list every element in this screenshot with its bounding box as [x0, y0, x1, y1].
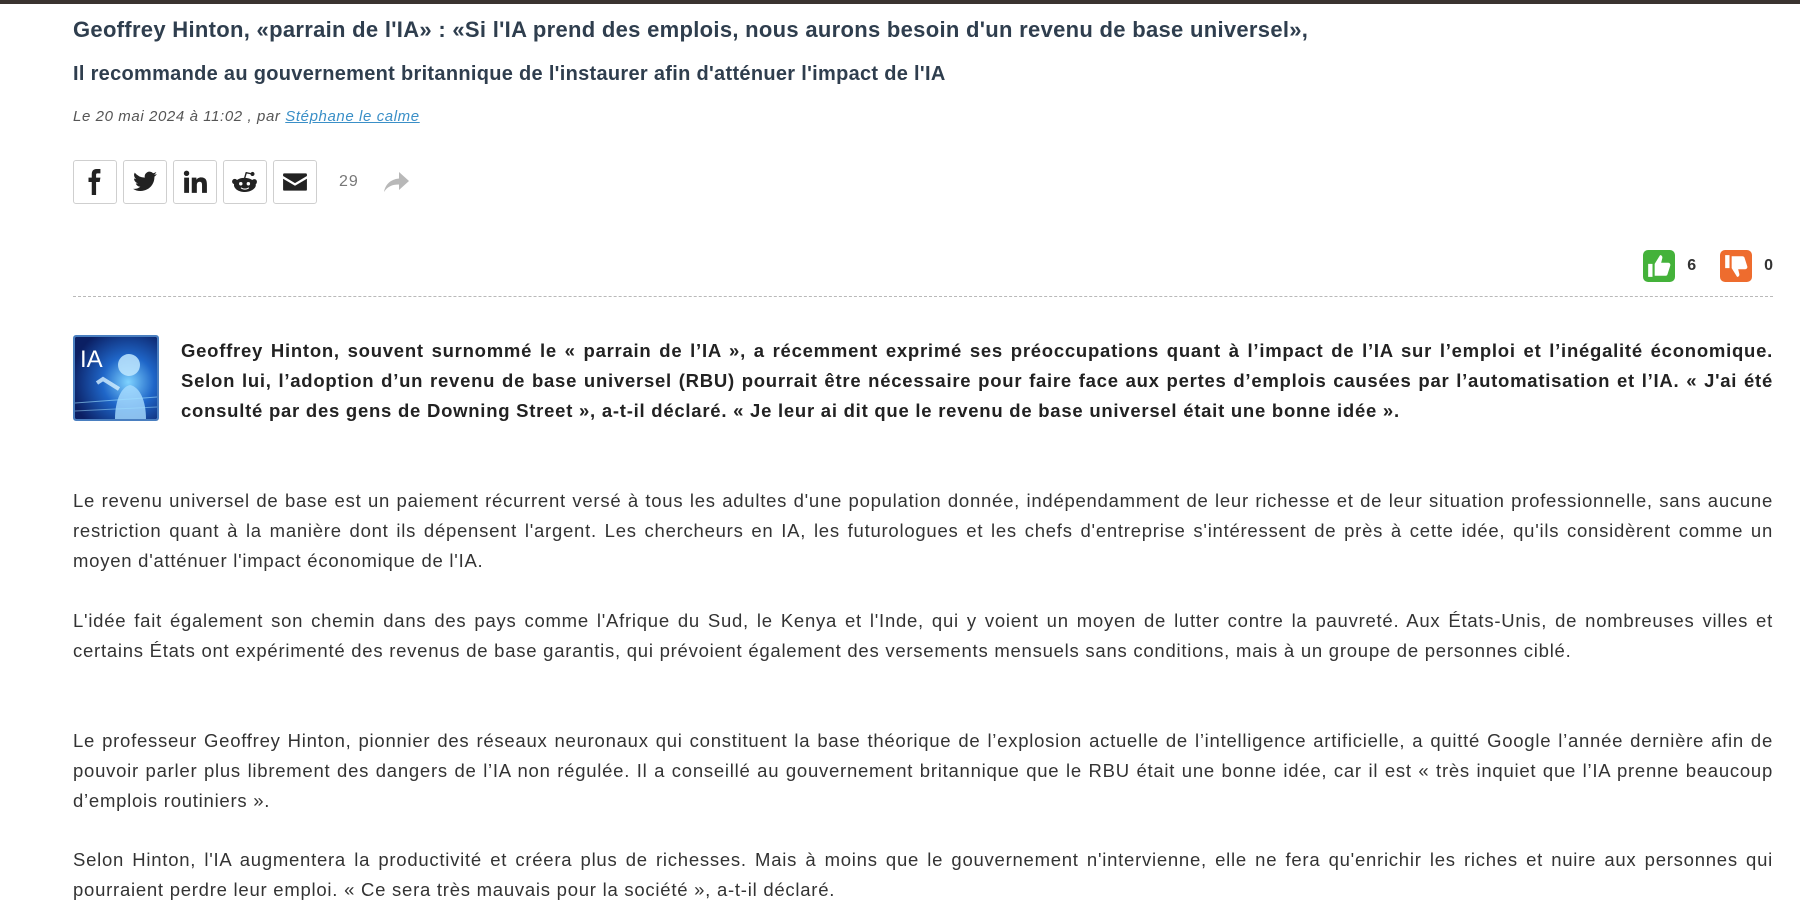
reddit-icon [232, 169, 258, 195]
article-paragraph: Le revenu universel de base est un paiement récurrent versé à tous les adultes d'une population donnée, indépendamment de leur richesse et de leur situation professionnelle, sans aucune restriction quant à la manière dont ils dépensent l'argent. Les chercheurs en IA, les futurologues et les chefs d'entreprise s'intéressent de près à cette idée, qu'ils considèrent comme un moyen d'atténuer l'impact économique de l'IA. [73, 490, 1773, 571]
article-meta [73, 108, 420, 125]
linkedin-icon [182, 169, 208, 195]
thumbs-up-icon [1646, 253, 1672, 279]
downvote-button[interactable] [1720, 250, 1752, 282]
upvote-button[interactable] [1643, 250, 1675, 282]
avatar-label: IA [80, 346, 103, 373]
downvote-count: 0 [1764, 257, 1773, 274]
ia-avatar-image [73, 335, 159, 421]
share-bar [73, 160, 411, 204]
article-lead: Geoffrey Hinton, souvent surnommé le « parrain de l’IA », a récemment exprimé ses préoccupations quant à l’impact de l’IA sur l’emploi et l’inégalité économique. Selon lui, l’adoption d’un revenu de base universel (RBU) pourrait être nécessaire pour faire face aux pertes d’emplois causées par l’automatisation et l’IA. « J'ai été consulté par des gens de Downing Street », a-t-il déclaré. « Je leur ai dit que le revenu de base universel était une bonne idée ». [181, 340, 1773, 421]
envelope-icon [282, 169, 308, 195]
robot-avatar-icon [75, 337, 157, 419]
share-reddit-button[interactable] [223, 160, 267, 204]
vote-bar [1619, 250, 1773, 282]
share-more-button[interactable] [383, 170, 411, 194]
facebook-icon [82, 169, 108, 195]
downvote-control [1720, 250, 1773, 282]
share-count: 29 [339, 173, 359, 190]
thumbs-down-icon [1723, 253, 1749, 279]
share-linkedin-button[interactable] [173, 160, 217, 204]
share-facebook-button[interactable] [73, 160, 117, 204]
share-twitter-button[interactable] [123, 160, 167, 204]
article-paragraph: L'idée fait également son chemin dans des pays comme l'Afrique du Sud, le Kenya et l'Inde, qui y voient un moyen de lutter contre la pauvreté. Aux États-Unis, de nombreuses villes et certains États ont expérimenté des revenus de base garantis, qui prévoient également des versements mensuels sans conditions, mais à un groupe de personnes ciblé. [73, 610, 1773, 661]
divider [73, 296, 1773, 297]
article-subtitle: Il recommande au gouvernement britannique de l'instaurer afin d'atténuer l'impact de l'IA [73, 63, 946, 85]
share-email-button[interactable] [273, 160, 317, 204]
share-arrow-icon [383, 170, 411, 194]
article-title: Geoffrey Hinton, «parrain de l'IA» : «Si l'IA prend des emplois, nous aurons besoin d'un revenu de base universel», [73, 17, 1309, 42]
twitter-icon [132, 169, 158, 195]
top-bar [0, 0, 1800, 4]
upvote-count: 6 [1687, 257, 1697, 274]
article-paragraph: Selon Hinton, l'IA augmentera la productivité et créera plus de richesses. Mais à moins que le gouvernement n'intervienne, elle ne fera qu'enrichir les riches et nuire aux personnes qui pourraient perdre leur emploi. « Ce sera très mauvais pour la société », a-t-il déclaré. [73, 849, 1773, 900]
article-paragraph: Le professeur Geoffrey Hinton, pionnier des réseaux neuronaux qui constituent la base théorique de l’explosion actuelle de l’intelligence artificielle, a quitté Google l’année dernière afin de pouvoir parler plus librement des dangers de l’IA non régulée. Il a conseillé au gouvernement britannique que le RBU était une bonne idée, car il est « très inquiet que l’IA prenne beaucoup d’emplois routiniers ». [73, 730, 1773, 811]
upvote-control [1643, 250, 1696, 282]
article-date: Le 20 mai 2024 à 11:02 , par [73, 108, 286, 125]
author-link[interactable]: Stéphane le calme [285, 108, 420, 125]
